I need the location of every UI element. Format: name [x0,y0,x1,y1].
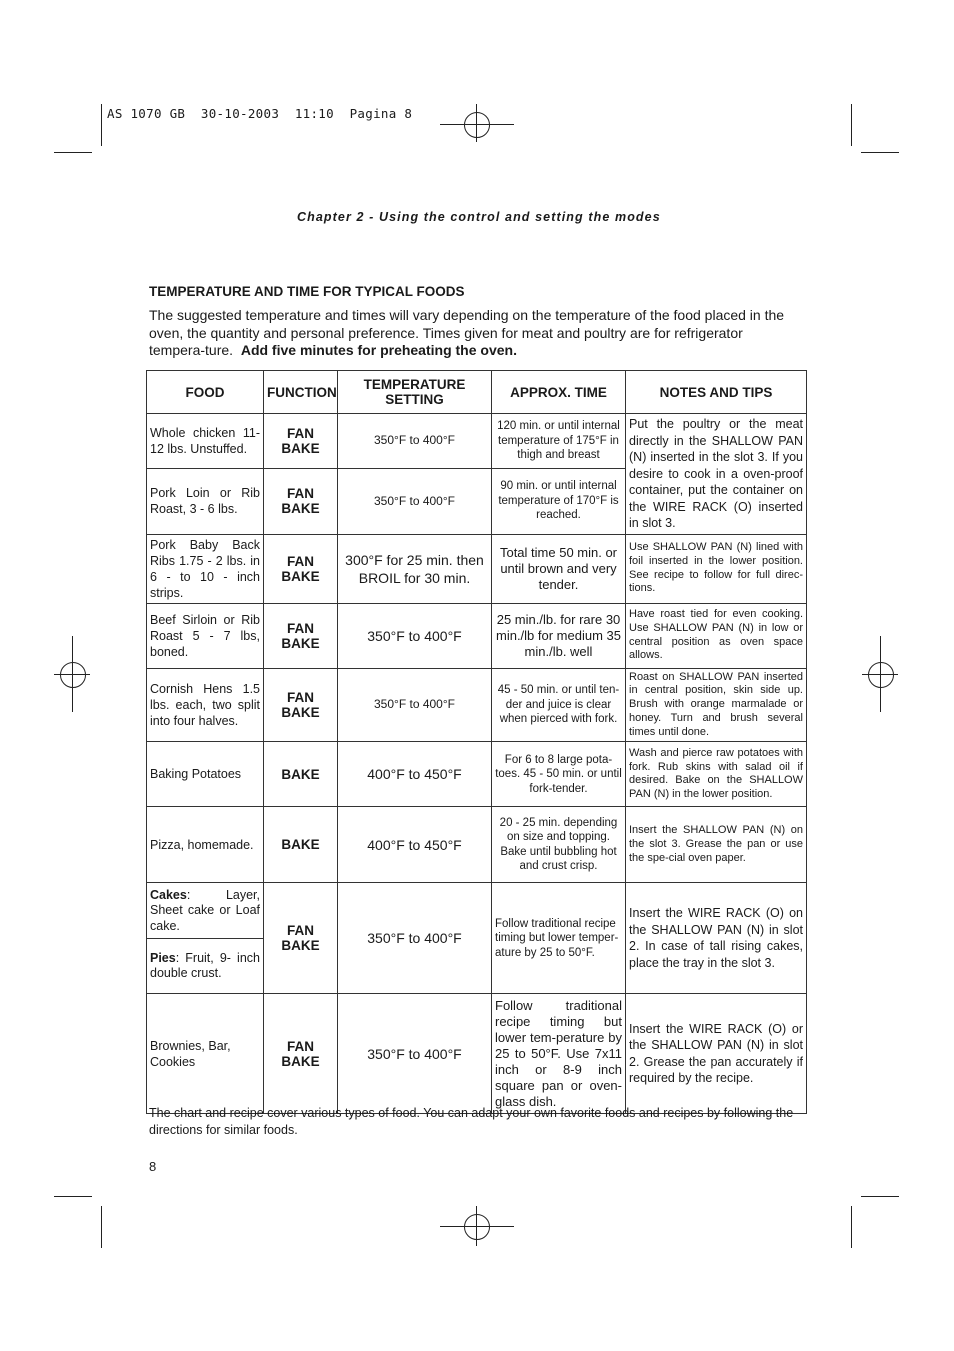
printer-slug: AS 1070 GB 30-10-2003 11:10 Pagina 8 [107,106,413,121]
food-subcell-cakes [147,883,263,939]
time-cell: 20 - 25 min. depending on size and topping. Bake until bubbling hot and crust crisp. [492,807,626,883]
food-cell: Cornish Hens 1.5 lbs. each, two split into four halves. [147,668,264,742]
section-title: TEMPERATURE AND TIME FOR TYPICAL FOODS [149,284,465,299]
crop-mark [101,1206,102,1248]
crop-mark [851,104,852,146]
food-cell: Pizza, homemade. [147,807,264,883]
temperature-cell: 350°F to 400°F [338,668,492,742]
time-cell: 120 min. or until internal temperature of 175°F in thigh and breast [492,414,626,469]
table-row [147,742,807,807]
registration-mark-line [72,636,73,712]
function-cell: BAKE [264,742,338,807]
food-subcell-pies [147,939,263,993]
crop-mark [101,104,102,146]
temperature-cell: 350°F to 400°F [338,603,492,668]
food-cell: Whole chicken 11-12 lbs. Unstuffed. [147,414,264,469]
temperature-cell: 350°F to 400°F [338,883,492,994]
food-cell: Baking Potatoes [147,742,264,807]
table-row [147,807,807,883]
notes-cell: Put the poultry or the meat directly in the SHALLOW PAN (N) inserted in the slot 3. If you desire to cook in a oven-proof container, put the container on the WIRE RACK (O) inserted in slot 3. [626,414,807,535]
footer-note: The chart and recipe cover various types of food. You can adapt your own favorite foods and recipes by following the directions for similar foods. [149,1106,794,1137]
time-cell: 90 min. or until internal temperature of 170°F is reached. [492,468,626,534]
function-cell: FAN BAKE [264,668,338,742]
header-time: APPROX. TIME [492,371,626,414]
cakes-text: : Layer, Sheet cake or Loaf cake. [150,887,260,933]
header-temperature: TEMPERATURE SETTING [338,371,492,414]
time-cell: Follow traditional recipe timing but lower temper-ature by 25 to 50°F. [492,883,626,994]
crop-mark [861,1196,899,1197]
time-cell: 45 - 50 min. or until ten-der and juice is clear when pierced with fork. [492,668,626,742]
intro-paragraph [149,307,801,360]
time-cell: Total time 50 min. or until brown and very tender. [492,534,626,603]
notes-cell: Use SHALLOW PAN (N) lined with foil inserted in the lower position. See recipe to follow for full direc-tions. [626,534,807,603]
registration-mark [464,112,490,138]
foods-table [146,370,807,1114]
table-row [147,883,807,994]
table-row [147,603,807,668]
temperature-cell: 400°F to 450°F [338,742,492,807]
chapter-heading: Chapter 2 - Using the control and setting the modes [297,210,661,224]
registration-mark-line [440,124,514,125]
pies-text: : Fruit, 9- inch double crust. [150,950,260,981]
notes-cell: Insert the WIRE RACK (O) or the SHALLOW PAN (N) in slot 2. Grease the pan accurately if required by the recipe. [626,994,807,1114]
registration-mark-line [476,104,477,142]
intro-text: The suggested temperature and times will vary depending on the temperature of the food placed in the oven, the quantity and personal preference. Times given for meat and poultry are for refrigerator tempera-ture. [149,307,785,358]
temperature-cell: 400°F to 450°F [338,807,492,883]
food-cell: Brownies, Bar, Cookies [147,994,264,1114]
food-cell: Pork Loin or Rib Roast, 3 - 6 lbs. [147,468,264,534]
table-row [147,414,807,469]
function-cell: FAN BAKE [264,468,338,534]
notes-cell: Have roast tied for even cooking. Use SHALLOW PAN (N) in low or central position as oven space allows. [626,603,807,668]
crop-mark [54,152,92,153]
intro-bold-text: Add five minutes for preheating the oven. [240,342,517,358]
food-cell [147,883,264,994]
food-cell: Pork Baby Back Ribs 1.75 - 2 lbs. in 6 - to 10 - inch strips. [147,534,264,603]
time-cell: For 6 to 8 large pota-toes. 45 - 50 min. or until fork-tender. [492,742,626,807]
registration-mark [60,662,86,688]
function-cell: FAN BAKE [264,534,338,603]
cakes-label: Cakes [150,887,187,902]
notes-cell: Wash and pierce raw potatoes with fork. Rub skins with salad oil if desired. Bake on the SHALLOW PAN (N) in the lower position. [626,742,807,807]
table-row [147,994,807,1114]
page-number: 8 [149,1159,157,1174]
temperature-cell: 350°F to 400°F [338,468,492,534]
function-cell: BAKE [264,807,338,883]
registration-mark [464,1214,490,1240]
registration-mark [868,662,894,688]
notes-cell: Roast on SHALLOW PAN inserted in central position, skin side up. Brush with orange marmalade or honey. Turn and brush several times until done. [626,668,807,742]
function-cell: FAN BAKE [264,883,338,994]
function-cell: FAN BAKE [264,414,338,469]
function-cell: FAN BAKE [264,603,338,668]
table-row [147,534,807,603]
crop-mark [54,1196,92,1197]
function-cell: FAN BAKE [264,994,338,1114]
pies-label: Pies [150,950,176,965]
temperature-cell: 350°F to 400°F [338,994,492,1114]
crop-mark [861,152,899,153]
header-function: FUNCTION [264,371,338,414]
notes-cell: Insert the WIRE RACK (O) on the SHALLOW PAN (N) in slot 2. In case of tall rising cakes, place the tray in the slot 3. [626,883,807,994]
time-cell: 25 min./lb. for rare 30 min./lb for medium 35 min./lb. well [492,603,626,668]
table-row [147,668,807,742]
registration-mark-line [880,636,881,712]
temperature-cell: 300°F for 25 min. then BROIL for 30 min. [338,534,492,603]
registration-mark-line [476,1206,477,1246]
registration-mark-line [440,1226,514,1227]
notes-cell: Insert the SHALLOW PAN (N) on the slot 3. Grease the pan or use the spe-cial oven paper. [626,807,807,883]
header-notes: NOTES AND TIPS [626,371,807,414]
temperature-cell: 350°F to 400°F [338,414,492,469]
crop-mark [851,1206,852,1248]
header-food: FOOD [147,371,264,414]
table-header-row [147,371,807,414]
time-cell: Follow traditional recipe timing but lower tem-perature by 25 to 50°F. Use 7x11 inch or 8-9 inch square pan or oven-glass dish. [492,994,626,1114]
food-cell: Beef Sirloin or Rib Roast 5 - 7 lbs, boned. [147,603,264,668]
